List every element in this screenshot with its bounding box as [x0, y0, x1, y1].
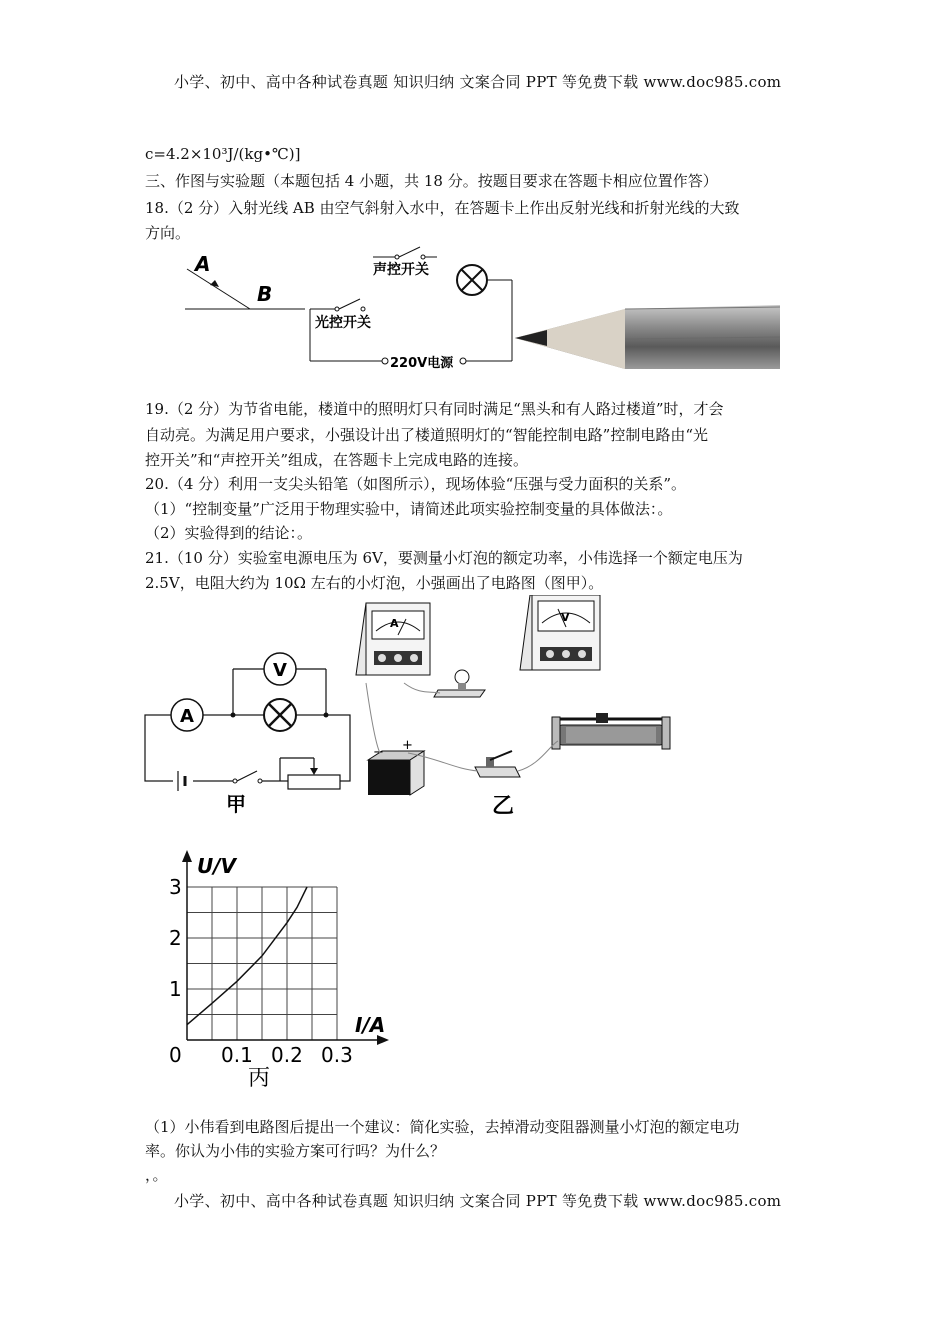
battery-device [368, 738, 424, 795]
caption-jia: 甲 [226, 792, 246, 816]
y-tick-label: 3 [169, 875, 182, 899]
section-title: 三、作图与实验题（本题包括 4 小题，共 18 分。按题目要求在答题卡相应位置作答） [145, 172, 718, 190]
x-tick-label: 0.1 [221, 1043, 253, 1067]
bulb-device [434, 670, 485, 697]
question-19-line-1: 19.（2 分）为节省电能，楼道中的照明灯只有同时满足“黑头和有人路过楼道”时，才会 [145, 400, 724, 418]
origin-label: 0 [169, 1043, 182, 1067]
x-tick-label: 0.3 [321, 1043, 353, 1067]
sound-switch-label: 声控开关 [373, 262, 429, 278]
rheostat-icon [288, 775, 340, 789]
question-20-part-1: （1）“控制变量”广泛用于物理实验中，请简述此项实验控制变量的具体做法：。 [145, 500, 673, 518]
figure-19-circuit [310, 247, 512, 371]
label-a: A [195, 252, 211, 276]
answer-blank: ，。 [145, 1166, 168, 1184]
figure-18-ray-diagram [185, 252, 305, 309]
y-axis-label: U/V [197, 854, 237, 878]
voltmeter-label: V [273, 660, 287, 681]
question-20-line-1: 20.（4 分）利用一支尖头铅笔（如图所示），现场体验“压强与受力面积的关系”。 [145, 475, 687, 493]
battery-plus: + [402, 738, 413, 753]
figure-21-circuits [140, 595, 680, 820]
rheostat-device [552, 713, 670, 749]
ammeter-face-label: A [390, 617, 399, 630]
y-axis-arrow-icon [182, 850, 192, 862]
circuit-diagram-jia [145, 653, 350, 816]
question-21-line-1: 21.（10 分）实验室电源电压为 6V，要测量小灯泡的额定功率，小伟选择一个额定电压为 [145, 549, 743, 567]
voltmeter-device [520, 595, 600, 670]
y-tick-label: 2 [169, 926, 182, 950]
question-19-line-2: 自动亮。为满足用户要求，小强设计出了楼道照明灯的“智能控制电路”控制电路由“光 [145, 426, 709, 444]
question-21-line-2: 2.5V，电阻大约为 10Ω 左右的小灯泡，小强画出了电路图（图甲）。 [145, 574, 604, 592]
power-label: 220V电源 [390, 356, 454, 371]
x-tick-label: 0.2 [271, 1043, 303, 1067]
question-18-line-1: 18.（2 分）入射光线 AB 由空气斜射入水中，在答题卡上作出反射光线和折射光线的大致 [145, 199, 740, 217]
x-axis-label: I/A [355, 1013, 386, 1037]
chart-title: 丙 [248, 1066, 271, 1091]
figure-18-19 [175, 245, 785, 375]
label-b: B [257, 282, 273, 306]
caption-yi: 乙 [492, 794, 515, 819]
voltmeter-face-label: V [561, 611, 570, 624]
y-tick-label: 1 [169, 977, 182, 1001]
question-18-line-2: 方向。 [145, 224, 191, 242]
chart-bing [150, 845, 410, 1095]
question-19-line-3: 控开关”和“声控开关”组成，在答题卡上完成电路的连接。 [145, 451, 529, 469]
question-20-part-2: （2）实验得到的结论：。 [145, 524, 313, 542]
ammeter-device [356, 603, 430, 675]
question-21-sub-1-line-1: （1）小伟看到电路图后提出一个建议：简化实验，去掉滑动变阻器测量小灯泡的额定电功 [145, 1118, 740, 1136]
light-switch-lever [339, 299, 360, 309]
pencil-icon [515, 305, 780, 369]
ammeter-label: A [180, 706, 194, 727]
light-switch-label: 光控开关 [315, 315, 371, 331]
page-footer: 小学、初中、高中各种试卷真题 知识归纳 文案合同 PPT 等免费下载 www.doc985.com [174, 1192, 782, 1210]
page-header: 小学、初中、高中各种试卷真题 知识归纳 文案合同 PPT 等免费下载 www.doc985.com [174, 73, 782, 91]
physical-circuit-yi [356, 595, 670, 819]
battery-minus: − [373, 745, 384, 760]
series-line [187, 887, 307, 1025]
switch-device [475, 751, 520, 819]
question-21-sub-1-line-2: 率。你认为小伟的实验方案可行吗？为什么？ [145, 1142, 446, 1160]
ray-arrow-icon [210, 280, 219, 287]
sound-switch-lever [399, 247, 420, 257]
formula-line: c=4.2×10³J/(kg•℃)] [145, 145, 301, 163]
